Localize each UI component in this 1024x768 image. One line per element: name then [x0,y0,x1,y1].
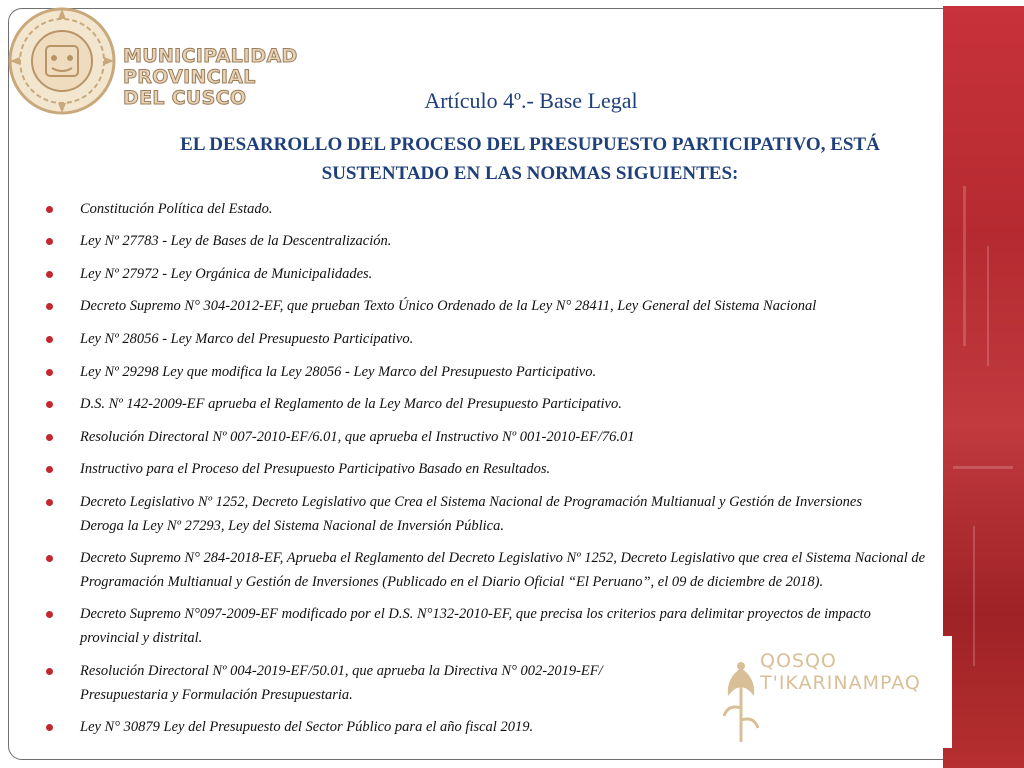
brand-line-1: QOSQO [760,650,837,672]
section-heading [100,130,960,188]
flower-plant-icon [716,658,766,744]
list-item-text: Decreto Supremo N°097-2009-EF modificado por el D.S. N°132-2010-EF, que precisa los criterios para delimitar proyectos de impacto [80,606,871,622]
list-item-text: Ley Nº 29298 Ley que modifica la Ley 28056 - Ley Marco del Presupuesto Participativo. [80,364,597,380]
bullet-icon [46,611,53,618]
bullet-icon [46,555,53,562]
logo-line-2: PROVINCIAL [123,66,256,88]
article-title: Artículo 4º.- Base Legal [424,88,638,113]
logo-line-1: MUNICIPALIDAD [123,45,298,67]
bullet-icon [46,401,53,408]
list-item-text: D.S. Nº 142-2009-EF aprueba el Reglamento de la Ley Marco del Presupuesto Participativo. [80,396,622,412]
list-item-text-continued: Presupuestaria y Formulación Presupuestaria. [80,687,353,703]
bullet-icon [46,499,53,506]
bullet-icon [46,466,53,473]
bullet-icon [46,206,53,213]
bullet-icon [46,369,53,376]
bullet-icon [46,724,53,731]
logo-line-3: DEL CUSCO [123,87,247,109]
bullet-icon [46,336,53,343]
bullet-icon [46,303,53,310]
heading-line-1: EL DESARROLLO DEL PROCESO DEL PRESUPUESTO PARTICIPATIVO, ESTÁ [180,134,880,155]
list-item-text: Ley Nº 27783 - Ley de Bases de la Descentralización. [80,233,392,249]
list-item-text: Decreto Legislativo Nº 1252, Decreto Legislativo que Crea el Sistema Nacional de Programación Multianual y Gestión de Inversiones [80,494,863,510]
bullet-icon [46,271,53,278]
list-item-text-continued: Deroga la Ley Nº 27293, Ley del Sistema Nacional de Inversión Pública. [80,518,504,534]
list-item-text-continued: provincial y distrital. [80,630,203,646]
qosqo-brand-logo [712,636,952,748]
list-item-text: Ley N° 30879 Ley del Presupuesto del Sector Público para el año fiscal 2019. [80,719,534,735]
list-item-text: Ley Nº 27972 - Ley Orgánica de Municipalidades. [80,266,373,282]
list-item-text: Decreto Supremo N° 304-2012-EF, que prueban Texto Único Ordenado de la Ley N° 28411, Ley General del Sistema Nacional [80,298,817,314]
list-item-text: Resolución Directoral Nº 007-2010-EF/6.01, que aprueba el Instructivo Nº 001-2010-EF/76.01 [80,429,635,445]
list-item-text: Resolución Directoral Nº 004-2019-EF/50.01, que aprueba la Directiva N° 002-2019-EF/ [80,663,603,679]
list-item-text-continued: Programación Multianual y Gestión de Inversiones (Publicado en el Diario Oficial “El Peruano”, el 09 de diciembre de 2018). [80,574,824,590]
heading-line-2: SUSTENTADO EN LAS NORMAS SIGUIENTES: [321,163,739,184]
list-item-text: Ley Nº 28056 - Ley Marco del Presupuesto Participativo. [80,331,414,347]
bullet-icon [46,434,53,441]
decorative-side-photo [943,6,1024,768]
bullet-icon [46,668,53,675]
list-item-text: Decreto Supremo N° 284-2018-EF, Aprueba el Reglamento del Decreto Legislativo Nº 1252, Decreto Legislativo que crea el Sistema Nacional de [80,550,926,566]
list-item-text: Constitución Política del Estado. [80,201,273,217]
bullet-icon [46,238,53,245]
brand-line-2: T'IKARINAMPAQ [760,672,921,694]
list-item-text: Instructivo para el Proceso del Presupuesto Participativo Basado en Resultados. [80,461,551,477]
